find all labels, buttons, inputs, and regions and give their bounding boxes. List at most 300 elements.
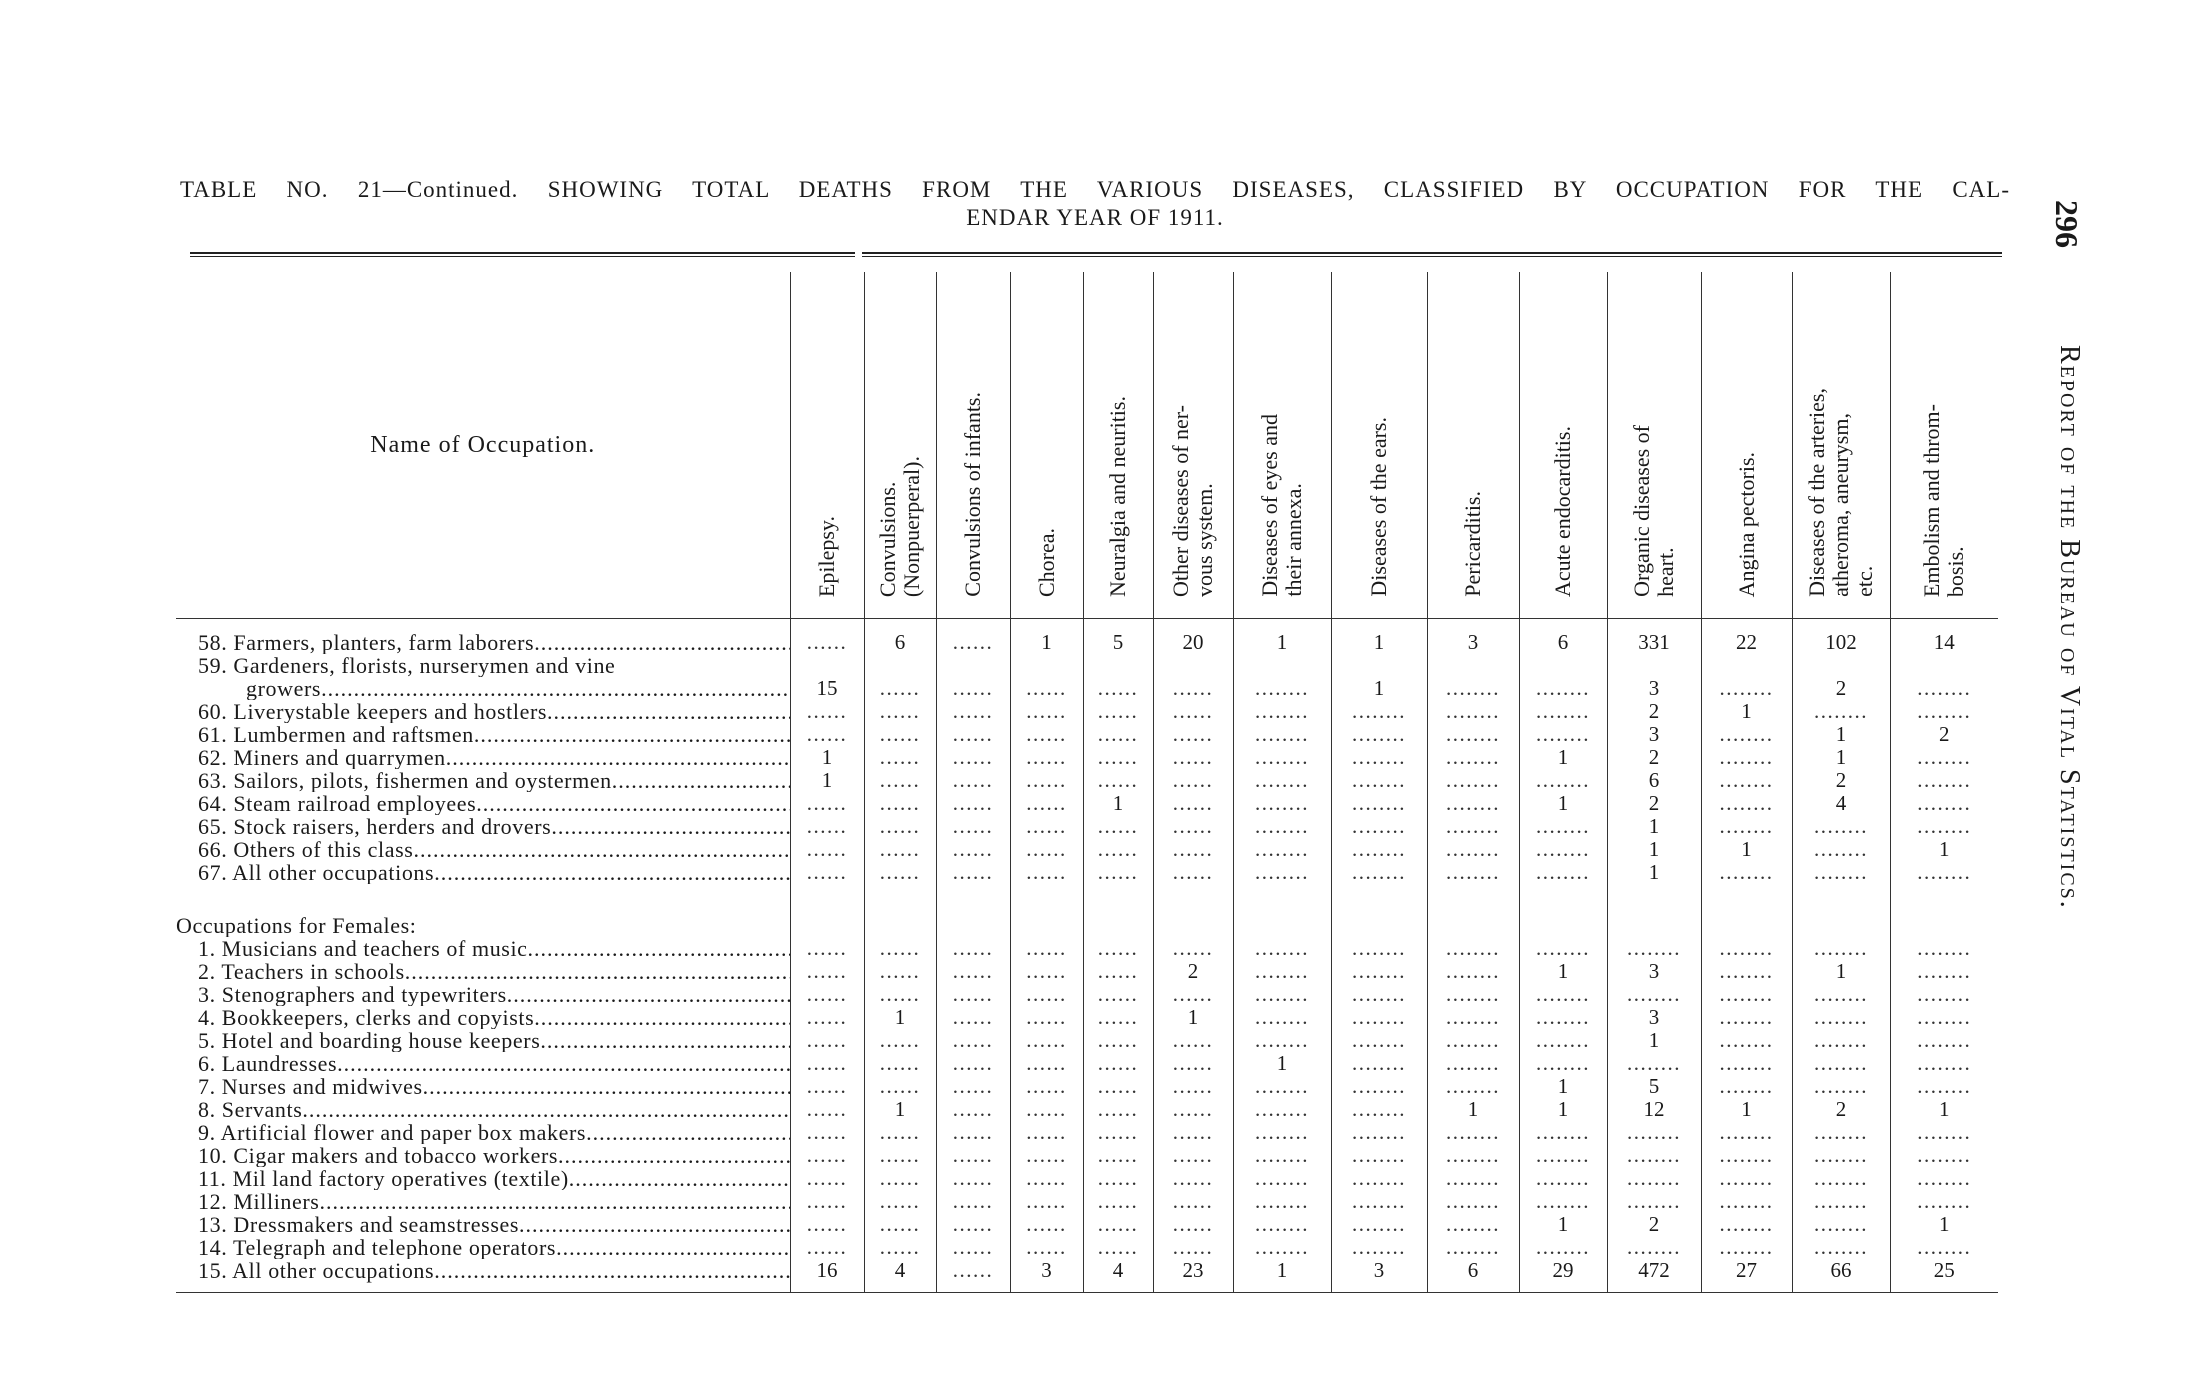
column-header-8	[1427, 272, 1519, 619]
blank-cell	[1427, 792, 1519, 815]
blank-cell	[864, 838, 936, 861]
blank-cell	[1153, 815, 1233, 838]
occupation-cell	[176, 983, 790, 1006]
blank-cell	[1233, 723, 1331, 746]
dot-leader	[337, 1052, 789, 1075]
blank-cell	[1519, 815, 1607, 838]
occupation-cell	[176, 960, 790, 983]
occupation-cell	[176, 937, 790, 960]
table-row	[176, 861, 1998, 884]
blank-cell	[1010, 1029, 1083, 1052]
value-cell: 5	[1083, 619, 1153, 655]
blank-cell	[936, 937, 1010, 960]
value-cell: 4	[1083, 1259, 1153, 1293]
occupation-label: 66. Others of this class	[198, 838, 414, 861]
blank-cell	[1890, 1029, 1998, 1052]
blank-cell	[1233, 960, 1331, 983]
spacer-row	[176, 884, 1998, 914]
spacer-cell	[1083, 884, 1153, 914]
dot-leader	[405, 960, 790, 983]
blank-cell	[936, 1259, 1010, 1293]
blank-cell	[1519, 937, 1607, 960]
blank-cell	[1701, 1236, 1792, 1259]
section-heading-females: Occupations for Females:	[176, 914, 417, 937]
table-title-line2: ENDAR YEAR OF 1911.	[966, 205, 1224, 230]
table-title-line1: TABLE NO. 21—Continued. SHOWING TOTAL DEATHS FROM THE VARIOUS DISEASES, CLASSIFIED BY OCCUPATION FOR THE CAL-	[180, 177, 2010, 202]
value-cell: 1	[1890, 838, 1998, 861]
page-margin	[2025, 200, 2085, 1200]
blank-cell	[1233, 1213, 1331, 1236]
header-rule-left-2	[190, 256, 855, 257]
blank-cell	[936, 1236, 1010, 1259]
blank-cell	[1153, 746, 1233, 769]
blank-cell	[1331, 1144, 1427, 1167]
blank-cell	[1519, 1144, 1607, 1167]
blank-cell	[936, 1098, 1010, 1121]
blank-cell	[1607, 1236, 1701, 1259]
blank-cell	[1083, 1236, 1153, 1259]
spacer-cell	[1331, 884, 1427, 914]
value-cell: 1	[1233, 1259, 1331, 1293]
blank-cell	[790, 700, 864, 723]
value-cell: 1	[1607, 861, 1701, 884]
value-cell: 66	[1792, 1259, 1890, 1293]
blank-cell	[936, 1029, 1010, 1052]
blank-cell	[1607, 1167, 1701, 1190]
value-cell: 2	[1890, 723, 1998, 746]
blank-cell	[1083, 746, 1153, 769]
value-cell: 1	[1233, 619, 1331, 655]
dot-leader	[540, 1029, 789, 1052]
blank-cell	[1010, 1052, 1083, 1075]
blank-cell	[936, 792, 1010, 815]
blank-cell	[1607, 1052, 1701, 1075]
blank-cell	[1083, 1190, 1153, 1213]
occupation-label: 60. Liverystable keepers and hostlers	[198, 700, 548, 723]
blank-cell	[1331, 769, 1427, 792]
blank-cell	[790, 1052, 864, 1075]
blank-cell	[1890, 1006, 1998, 1029]
occupation-cell	[176, 723, 790, 746]
occupation-cell	[176, 838, 790, 861]
table-row	[176, 815, 1998, 838]
value-cell: 22	[1701, 619, 1792, 655]
blank-cell	[936, 1190, 1010, 1213]
empty-cell	[1153, 654, 1233, 677]
blank-cell	[790, 960, 864, 983]
value-cell: 15	[790, 677, 864, 700]
blank-cell	[1427, 1006, 1519, 1029]
blank-cell	[936, 769, 1010, 792]
blank-cell	[1701, 815, 1792, 838]
value-cell: 1	[1519, 1213, 1607, 1236]
blank-cell	[936, 1167, 1010, 1190]
blank-cell	[1701, 1029, 1792, 1052]
column-header-9	[1519, 272, 1607, 619]
table-row	[176, 1075, 1998, 1098]
blank-cell	[1607, 983, 1701, 1006]
blank-cell	[936, 677, 1010, 700]
blank-cell	[1519, 1236, 1607, 1259]
blank-cell	[1701, 861, 1792, 884]
blank-cell	[864, 960, 936, 983]
blank-cell	[790, 1121, 864, 1144]
table-row	[176, 1236, 1998, 1259]
blank-cell	[1890, 746, 1998, 769]
blank-cell	[790, 792, 864, 815]
blank-cell	[1792, 838, 1890, 861]
column-header-2	[936, 272, 1010, 619]
blank-cell	[864, 861, 936, 884]
blank-cell	[1083, 1167, 1153, 1190]
blank-cell	[1701, 769, 1792, 792]
occupation-label: 6. Laundresses	[198, 1052, 338, 1075]
column-header-label: Acute endocarditis.	[1550, 425, 1575, 597]
blank-cell	[1083, 1121, 1153, 1144]
blank-cell	[864, 792, 936, 815]
blank-cell	[1792, 1144, 1890, 1167]
blank-cell	[864, 723, 936, 746]
empty-cell	[790, 914, 864, 937]
dot-leader	[551, 815, 789, 838]
blank-cell	[1233, 1236, 1331, 1259]
blank-cell	[936, 746, 1010, 769]
blank-cell	[1519, 1190, 1607, 1213]
occupation-cell	[176, 746, 790, 769]
occupation-cell	[176, 769, 790, 792]
dot-leader	[586, 1121, 789, 1144]
empty-cell	[1427, 914, 1519, 937]
blank-cell	[1427, 1144, 1519, 1167]
blank-cell	[936, 815, 1010, 838]
column-header-4	[1083, 272, 1153, 619]
column-header-label: Diseases of the ears.	[1366, 417, 1391, 597]
blank-cell	[1331, 1029, 1427, 1052]
value-cell: 6	[1607, 769, 1701, 792]
blank-cell	[864, 1236, 936, 1259]
empty-cell	[1607, 914, 1701, 937]
empty-cell	[1083, 654, 1153, 677]
blank-cell	[1890, 1121, 1998, 1144]
value-cell: 1	[1427, 1098, 1519, 1121]
header-rule-right	[862, 252, 2002, 254]
occupation-cell	[176, 654, 790, 677]
blank-cell	[1083, 983, 1153, 1006]
blank-cell	[1792, 1029, 1890, 1052]
value-cell: 6	[1427, 1259, 1519, 1293]
empty-cell	[1890, 914, 1998, 937]
occupation-cell	[176, 1075, 790, 1098]
blank-cell	[864, 700, 936, 723]
blank-cell	[864, 937, 936, 960]
value-cell: 1	[1607, 1029, 1701, 1052]
blank-cell	[1233, 1167, 1331, 1190]
blank-cell	[864, 1075, 936, 1098]
blank-cell	[1153, 1236, 1233, 1259]
value-cell: 3	[1607, 1006, 1701, 1029]
occupation-cell	[176, 700, 790, 723]
blank-cell	[1890, 700, 1998, 723]
blank-cell	[1083, 861, 1153, 884]
blank-cell	[1427, 1167, 1519, 1190]
blank-cell	[1153, 1098, 1233, 1121]
blank-cell	[1890, 1075, 1998, 1098]
header-row	[176, 272, 1998, 619]
blank-cell	[1427, 1052, 1519, 1075]
empty-cell	[1153, 914, 1233, 937]
occupation-cell	[176, 619, 790, 655]
occupation-cell	[176, 1213, 790, 1236]
column-header-5	[1153, 272, 1233, 619]
blank-cell	[864, 1190, 936, 1213]
occupation-label: 61. Lumbermen and raftsmen	[198, 723, 474, 746]
column-header-11	[1701, 272, 1792, 619]
occupation-label: 63. Sailors, pilots, fishermen and oystermen	[198, 769, 612, 792]
occupation-cell	[176, 1259, 790, 1293]
value-cell: 1	[1331, 677, 1427, 700]
blank-cell	[1233, 1190, 1331, 1213]
blank-cell	[790, 1098, 864, 1121]
value-cell: 25	[1890, 1259, 1998, 1293]
blank-cell	[1010, 1190, 1083, 1213]
blank-cell	[1331, 1006, 1427, 1029]
spacer-cell	[1153, 884, 1233, 914]
blank-cell	[864, 983, 936, 1006]
blank-cell	[1701, 1190, 1792, 1213]
empty-cell	[1519, 914, 1607, 937]
blank-cell	[1701, 960, 1792, 983]
blank-cell	[1331, 1098, 1427, 1121]
column-header-1	[864, 272, 936, 619]
empty-cell	[1519, 654, 1607, 677]
blank-cell	[1701, 1213, 1792, 1236]
blank-cell	[1519, 983, 1607, 1006]
occupation-cell	[176, 1052, 790, 1075]
blank-cell	[1519, 838, 1607, 861]
blank-cell	[936, 1121, 1010, 1144]
column-header-occupation: Name of Occupation.	[176, 272, 790, 619]
value-cell: 1	[1519, 792, 1607, 815]
table-row	[176, 746, 1998, 769]
dot-leader	[534, 631, 789, 654]
value-cell: 1	[1233, 1052, 1331, 1075]
blank-cell	[1331, 861, 1427, 884]
blank-cell	[936, 1144, 1010, 1167]
value-cell: 1	[1792, 723, 1890, 746]
value-cell: 3	[1607, 677, 1701, 700]
blank-cell	[1701, 1121, 1792, 1144]
blank-cell	[1233, 838, 1331, 861]
blank-cell	[1331, 937, 1427, 960]
blank-cell	[790, 1236, 864, 1259]
value-cell: 20	[1153, 619, 1233, 655]
blank-cell	[1331, 1075, 1427, 1098]
blank-cell	[790, 838, 864, 861]
blank-cell	[1890, 815, 1998, 838]
blank-cell	[1890, 1190, 1998, 1213]
blank-cell	[1083, 838, 1153, 861]
blank-cell	[790, 983, 864, 1006]
value-cell: 3	[1607, 723, 1701, 746]
column-header-label: Organic diseases of heart.	[1629, 425, 1678, 597]
blank-cell	[790, 815, 864, 838]
blank-cell	[1890, 1167, 1998, 1190]
occupation-cell	[176, 1236, 790, 1259]
occupation-cell	[176, 1029, 790, 1052]
blank-cell	[1331, 838, 1427, 861]
value-cell: 1	[1519, 746, 1607, 769]
blank-cell	[1427, 677, 1519, 700]
table-row	[176, 1213, 1998, 1236]
value-cell: 23	[1153, 1259, 1233, 1293]
occupation-label: 12. Milliners	[198, 1190, 320, 1213]
blank-cell	[1153, 1029, 1233, 1052]
blank-cell	[1153, 1213, 1233, 1236]
blank-cell	[936, 1075, 1010, 1098]
dot-leader	[319, 1190, 789, 1213]
blank-cell	[1010, 792, 1083, 815]
blank-cell	[1331, 1236, 1427, 1259]
blank-cell	[936, 1052, 1010, 1075]
dot-leader	[434, 861, 789, 884]
value-cell: 1	[1607, 838, 1701, 861]
blank-cell	[1010, 815, 1083, 838]
blank-cell	[790, 1144, 864, 1167]
table-row	[176, 654, 1998, 677]
blank-cell	[1427, 1213, 1519, 1236]
column-header-label: Pericarditis.	[1460, 491, 1485, 597]
table-row	[176, 700, 1998, 723]
blank-cell	[864, 677, 936, 700]
dot-leader	[547, 700, 789, 723]
dot-leader	[474, 723, 790, 746]
blank-cell	[1153, 838, 1233, 861]
column-header-label: Epilepsy.	[814, 515, 839, 597]
table-row	[176, 1190, 1998, 1213]
page-number: 296	[2049, 200, 2085, 248]
blank-cell	[1083, 723, 1153, 746]
spacer-cell	[1010, 884, 1083, 914]
blank-cell	[1427, 1190, 1519, 1213]
occupation-label: 5. Hotel and boarding house keepers	[198, 1029, 541, 1052]
value-cell: 2	[1792, 1098, 1890, 1121]
blank-cell	[1153, 861, 1233, 884]
value-cell: 1	[1890, 1213, 1998, 1236]
dot-leader	[558, 1144, 789, 1167]
column-header-12	[1792, 272, 1890, 619]
blank-cell	[1331, 700, 1427, 723]
value-cell: 6	[1519, 619, 1607, 655]
blank-cell	[1701, 1144, 1792, 1167]
occupation-label: 2. Teachers in schools	[198, 960, 405, 983]
table-row	[176, 983, 1998, 1006]
column-header-0	[790, 272, 864, 619]
blank-cell	[1607, 937, 1701, 960]
table-row	[176, 1098, 1998, 1121]
occupation-label: 58. Farmers, planters, farm laborers	[198, 630, 535, 654]
empty-cell	[1427, 654, 1519, 677]
value-cell: 331	[1607, 619, 1701, 655]
occupation-label: 62. Miners and quarrymen	[198, 746, 446, 769]
blank-cell	[1427, 983, 1519, 1006]
occupation-label: 7. Nurses and midwives	[198, 1075, 423, 1098]
value-cell: 27	[1701, 1259, 1792, 1293]
value-cell: 12	[1607, 1098, 1701, 1121]
table-title	[180, 176, 2010, 232]
table-row	[176, 1144, 1998, 1167]
occupation-label: 59. Gardeners, florists, nurserymen and vine	[198, 654, 616, 677]
blank-cell	[1701, 937, 1792, 960]
blank-cell	[1427, 937, 1519, 960]
blank-cell	[936, 861, 1010, 884]
blank-cell	[1890, 1052, 1998, 1075]
blank-cell	[1427, 1075, 1519, 1098]
blank-cell	[1519, 769, 1607, 792]
value-cell: 1	[1331, 619, 1427, 655]
value-cell: 1	[1701, 838, 1792, 861]
blank-cell	[1083, 700, 1153, 723]
value-cell: 2	[1792, 677, 1890, 700]
blank-cell	[1083, 960, 1153, 983]
table-body	[176, 619, 1998, 1293]
blank-cell	[1233, 1098, 1331, 1121]
dot-leader	[507, 983, 790, 1006]
dot-leader	[321, 677, 789, 700]
blank-cell	[864, 1121, 936, 1144]
value-cell: 2	[1792, 769, 1890, 792]
column-header-label: Embolism and throm- bosis.	[1919, 403, 1969, 597]
blank-cell	[1331, 723, 1427, 746]
blank-cell	[1153, 1167, 1233, 1190]
blank-cell	[790, 1029, 864, 1052]
value-cell: 1	[1083, 792, 1153, 815]
blank-cell	[1153, 1075, 1233, 1098]
value-cell: 1	[1792, 746, 1890, 769]
blank-cell	[1701, 746, 1792, 769]
value-cell: 3	[1010, 1259, 1083, 1293]
value-cell: 1	[1519, 1075, 1607, 1098]
empty-cell	[1890, 654, 1998, 677]
column-header-label: Chorea.	[1033, 527, 1059, 597]
spacer-cell	[176, 884, 790, 914]
table-row	[176, 723, 1998, 746]
table-row	[176, 792, 1998, 815]
blank-cell	[1792, 937, 1890, 960]
blank-cell	[1427, 1121, 1519, 1144]
blank-cell	[1427, 960, 1519, 983]
blank-cell	[1701, 677, 1792, 700]
dot-leader	[556, 1236, 789, 1259]
blank-cell	[1010, 1167, 1083, 1190]
table-row	[176, 1006, 1998, 1029]
blank-cell	[1701, 1167, 1792, 1190]
blank-cell	[1233, 1075, 1331, 1098]
empty-cell	[1607, 654, 1701, 677]
blank-cell	[1890, 960, 1998, 983]
empty-cell	[790, 654, 864, 677]
blank-cell	[936, 838, 1010, 861]
blank-cell	[1153, 983, 1233, 1006]
blank-cell	[1331, 815, 1427, 838]
blank-cell	[936, 1213, 1010, 1236]
blank-cell	[1331, 792, 1427, 815]
occupation-label: 64. Steam railroad employees	[198, 792, 477, 815]
table-row	[176, 1259, 1998, 1293]
spacer-cell	[1890, 884, 1998, 914]
blank-cell	[1519, 700, 1607, 723]
blank-cell	[1792, 1190, 1890, 1213]
header-rule-right-2	[862, 256, 2002, 257]
